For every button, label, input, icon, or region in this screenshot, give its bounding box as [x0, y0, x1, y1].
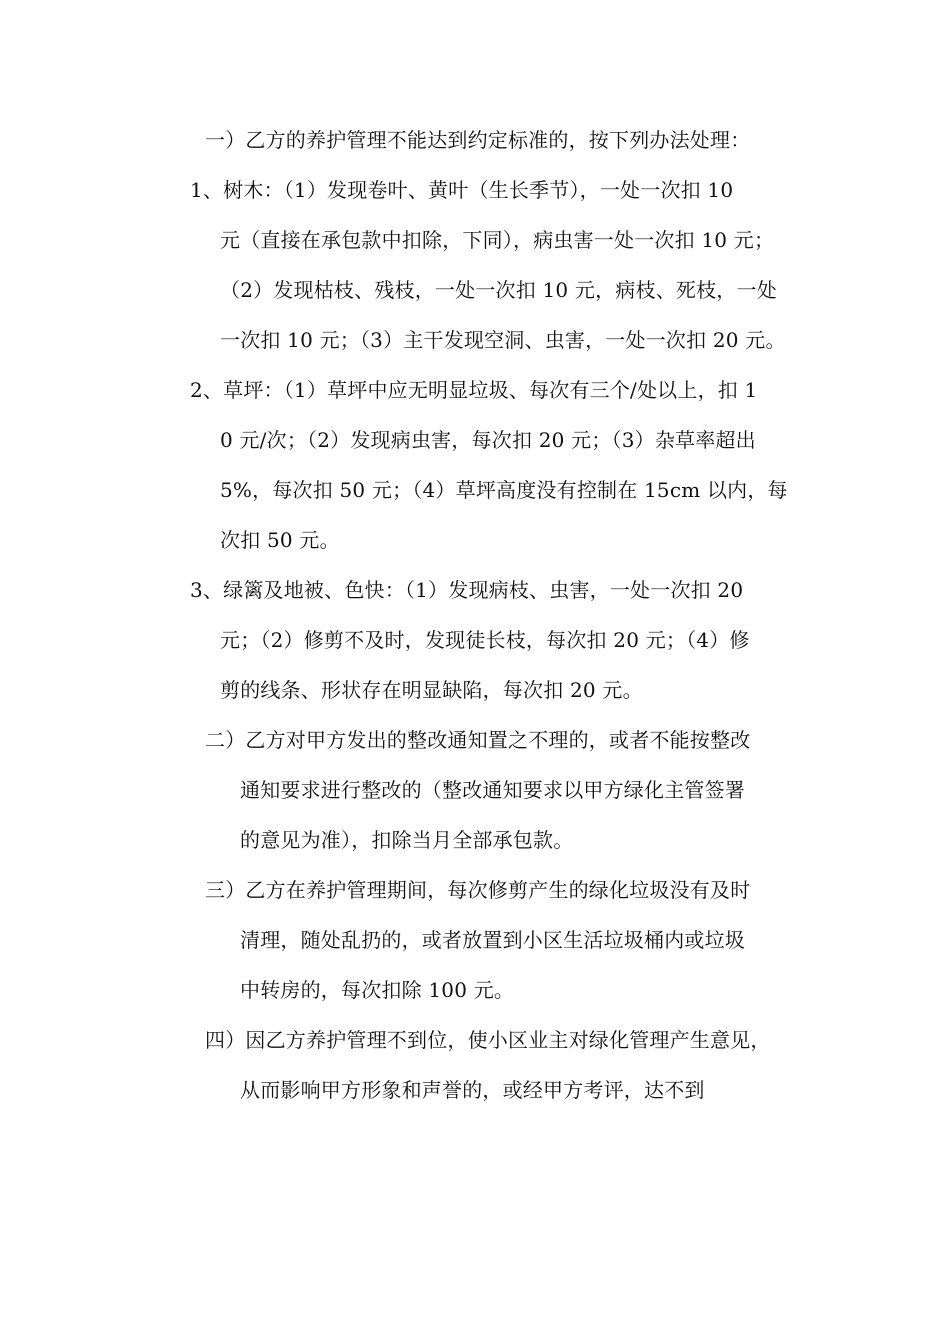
text-line: 四）因乙方养护管理不到位，使小区业主对绿化管理产生意见， [205, 1028, 771, 1052]
text-line: 三）乙方在养护管理期间，每次修剪产生的绿化垃圾没有及时 [205, 878, 751, 902]
text-line: 一次扣 10 元；（3）主干发现空洞、虫害，一处一次扣 20 元。 [220, 328, 786, 352]
text-line: 次扣 50 元。 [220, 528, 340, 552]
text-line: 0 元/次；（2）发现病虫害，每次扣 20 元；（3）杂草率超出 [220, 428, 756, 452]
text-line: 1、树木：（1）发现卷叶、黄叶（生长季节），一处一次扣 10 [190, 178, 734, 202]
text-line: 2、草坪：（1）草坪中应无明显垃圾、每次有三个/处以上，扣 1 [190, 378, 758, 402]
text-line: 元；（2）修剪不及时，发现徒长枝，每次扣 20 元；（4）修 [220, 628, 750, 652]
text-line: 剪的线条、形状存在明显缺陷，每次扣 20 元。 [220, 678, 643, 702]
text-line: 通知要求进行整改的（整改通知要求以甲方绿化主管签署 [240, 778, 745, 802]
text-line: 二）乙方对甲方发出的整改通知置之不理的，或者不能按整改 [205, 728, 751, 752]
text-line: 中转房的，每次扣除 100 元。 [240, 978, 515, 1002]
text-line: 清理，随处乱扔的，或者放置到小区生活垃圾桶内或垃圾 [240, 928, 745, 952]
text-line: 的意见为准），扣除当月全部承包款。 [240, 828, 574, 852]
text-line: 从而影响甲方形象和声誉的，或经甲方考评，达不到 [240, 1078, 705, 1102]
text-line: 一）乙方的养护管理不能达到约定标准的，按下列办法处理： [205, 128, 751, 152]
text-line: 5%，每次扣 50 元；（4）草坪高度没有控制在 15cm 以内，每 [220, 478, 788, 502]
text-line: 3、绿篱及地被、色快：（1）发现病枝、虫害，一处一次扣 20 [190, 578, 744, 602]
text-line: 元（直接在承包款中扣除，下同），病虫害一处一次扣 10 元； [220, 228, 775, 252]
text-line: （2）发现枯枝、残枝，一处一次扣 10 元，病枝、死枝，一处 [220, 278, 777, 302]
